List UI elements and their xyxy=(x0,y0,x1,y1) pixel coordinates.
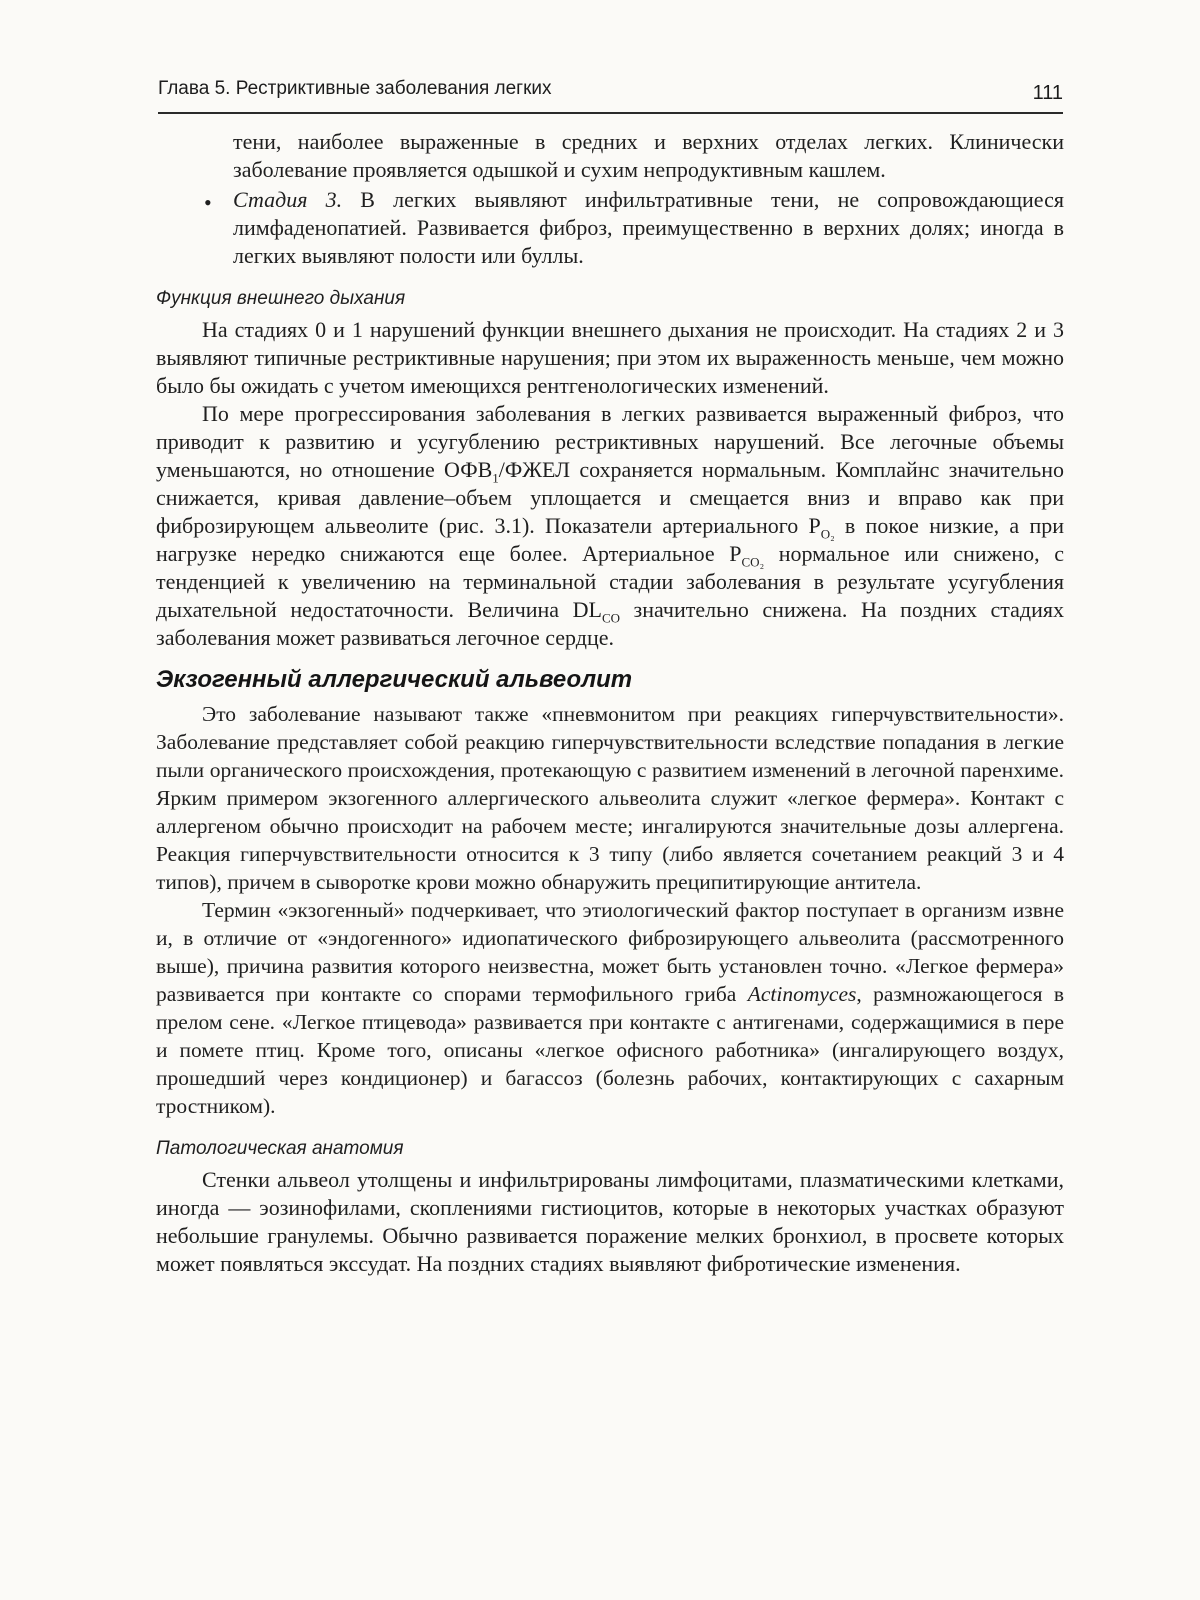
text-run: По мере прогрессирования заболевания в легких развивается выраженный фиброз, что приводит к развитию и усугублению рестриктивных нарушений. Все легочные объемы уменьшаются, но отношение ОФВ xyxy=(156,401,1064,482)
text-run: /ФЖЕЛ сохраняется нормальным. Комплайнс значительно снижается, кривая давление–объем уплощается и смещается вниз и вправо как при фиброзирующем альвеолите (рис. 3.1). Показатели артериального P xyxy=(156,457,1064,538)
function-paragraph-1: На стадиях 0 и 1 нарушений функции внешнего дыхания не происходит. На стадиях 2 и 3 выявляют типичные рестриктивные нарушения; при этом их выраженность меньше, чем можно было бы ожидать с учетом имеющихся рентгенологических изменений. xyxy=(156,317,1064,398)
alveolitis-paragraph-2 xyxy=(156,896,1064,1120)
function-paragraph-2 xyxy=(156,400,1064,652)
chapter-title: Глава 5. Рестриктивные заболевания легких xyxy=(158,78,552,99)
stage-3-text xyxy=(233,186,1064,270)
stage-3-bullet xyxy=(156,186,1064,270)
text-run: в покое низкие, а при нагрузке нередко снижаются еще более. Артериальное P xyxy=(156,513,1065,566)
page-number: 111 xyxy=(1032,82,1063,104)
alveolitis-section xyxy=(156,700,1064,1120)
subheading-function: Функция внешнего дыхания xyxy=(156,288,406,309)
page-content xyxy=(156,128,1064,1278)
text-run: , размножающегося в прелом сене. «Легкое птицевода» развивается при контакте с антигенами, содержащимися в пере и помете птиц. Кроме того, описаны «легкое офисного работника» (ингалирующего воздух, прошедший через кондиционер) и багассоз (болезнь рабочих, контактирующих с сахарным тростником). xyxy=(156,982,1064,1118)
stage-continuation: тени, наиболее выраженные в средних и верхних отделах легких. Клинически заболевание проявляется одышкой и сухим непродуктивным кашлем. xyxy=(233,129,1064,182)
text-run: значительно снижена. На поздних стадиях заболевания может развиваться легочное сердце. xyxy=(156,597,1064,650)
italic-term: Actinomyces xyxy=(747,982,857,1006)
subscript: O₂ xyxy=(820,526,835,542)
text-run: нормальное или снижено, с тенденцией к увеличению на терминальной стадии заболевания в результате усугубления дыхательной недостаточности. Величина DL xyxy=(156,541,1064,622)
subscript: 1 xyxy=(492,470,499,486)
stage-3-label: Стадия 3. xyxy=(233,187,343,212)
stage-3-body: В легких выявляют инфильтративные тени, не сопровождающиеся лимфаденопатией. Развивается фиброз, преимущественно в верхних долях; иногда в легких выявляют полости или буллы. xyxy=(233,187,1064,268)
subscript: CO xyxy=(601,610,620,626)
subheading-pathology: Патологическая анатомия xyxy=(156,1138,404,1159)
alveolitis-paragraph-1: Это заболевание называют также «пневмонитом при реакциях гиперчувствительности». Заболевание представляет собой реакцию гиперчувствительности вследствие попадания в легкие пыли органического происхождения, протекающую с развитием изменений в легочной паренхиме. Ярким примером экзогенного аллергического альвеолита служит «легкое фермера». Контакт с аллергеном обычно происходит на рабочем месте; ингалируются значительные дозы аллергена. Реакция гиперчувствительности относится к 3 типу (либо является сочетанием реакций 3 и 4 типов), причем в сыворотке крови можно обнаружить преципитирующие антитела. xyxy=(156,702,1064,894)
text-run: Термин «экзогенный» подчеркивает, что этиологический фактор поступает в организм извне и, в отличие от «эндогенного» идиопатического фиброзирующего альвеолита (рассмотренного выше), причина развития которого неизвестна, может быть установлен точно. «Легкое фермера» развивается при контакте со спорами термофильного гриба xyxy=(156,898,1064,1006)
bullet-icon: • xyxy=(204,190,212,215)
subscript: CO₂ xyxy=(741,554,765,570)
pathology-paragraph-1: Стенки альвеол утолщены и инфильтрированы лимфоцитами, плазматическими клетками, иногда — эозинофилами, скоплениями гистиоцитов, которые в некоторых участках образуют небольшие гранулемы. Обычно развивается поражение мелких бронхиол, в просвете которых может появляться экссудат. На поздних стадиях выявляют фибротические изменения. xyxy=(156,1167,1064,1276)
running-header xyxy=(158,74,1063,114)
section-heading-alveolitis: Экзогенный аллергический альвеолит xyxy=(156,666,633,693)
